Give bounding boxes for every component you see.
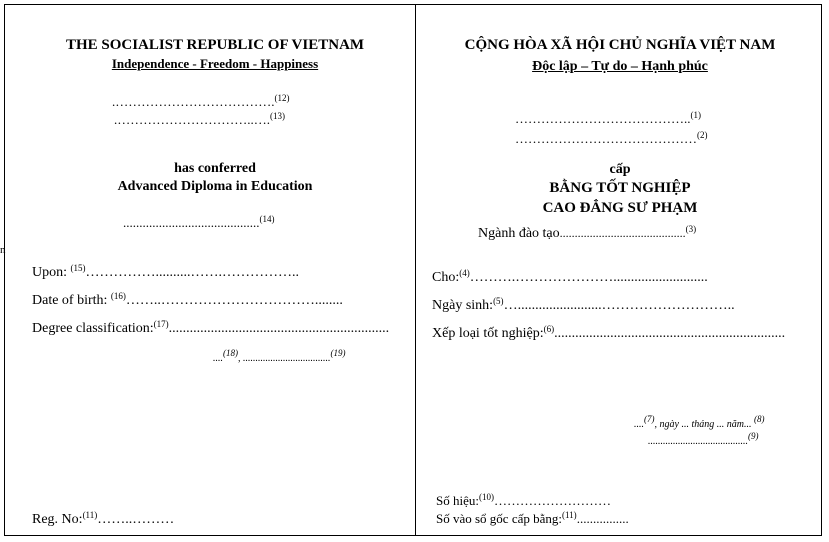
right-header-title: CỘNG HÒA XÃ HỘI CHỦ NGHĨA VIỆT NAM — [464, 37, 776, 53]
right-cap: cấp — [609, 162, 631, 177]
stray-mark: n — [0, 244, 6, 256]
right-book-number: Số vào sổ gốc cấp bằng:$^{(11)}$................ — [436, 510, 629, 526]
left-place-date-line: ....(18), ...................................(19) — [213, 348, 346, 364]
page-divider — [415, 4, 416, 536]
right-dob-field: Ngày sinh:$^{(5)}$…........................……………………….. — [432, 296, 735, 313]
right-line-1: …………………………………..$^{(1)}$ — [515, 110, 701, 126]
left-header-motto: Independence - Freedom - Happiness — [111, 56, 319, 71]
right-signature-line: ........................................(9) — [648, 431, 759, 447]
left-line-13: .…………………………..….$^{(13)}$ — [114, 111, 285, 127]
left-upon-field: Upon: $^{(15)}$……………..........…….…………….. — [32, 263, 299, 280]
left-diploma-title: Advanced Diploma in Education — [117, 179, 313, 194]
left-dob-field: Date of birth: $^{(16)}$……..……………………………........ — [32, 291, 343, 308]
left-reg-no: Reg. No:$^{(11)}$……..……… — [32, 510, 175, 527]
right-major-field: Ngành đào tạo..........................................$^{(3)}$ — [478, 224, 697, 241]
right-header-motto: Độc lập – Tự do – Hạnh phúc — [532, 59, 708, 74]
right-place-date-line: ....(7), ngày ... tháng ... năm... (8) — [634, 414, 765, 430]
right-diploma-line-1: BẰNG TỐT NGHIỆP — [549, 180, 691, 196]
left-classification-field: Degree classification:$^{(17)}$............................................................... — [32, 319, 390, 336]
right-serial-number: Số hiệu:$^{(10)}$……………………… — [436, 492, 611, 508]
left-conferred: has conferred — [174, 161, 256, 176]
right-line-2: ……………………………………$^{(2)}$ — [515, 130, 708, 146]
right-diploma-line-2: CAO ĐẲNG SƯ PHẠM — [542, 200, 698, 216]
left-header-title: THE SOCIALIST REPUBLIC OF VIETNAM — [65, 37, 365, 53]
left-line-14: ..........................................$^{(14)}$ — [123, 214, 275, 230]
left-line-12: .……………………………….$^{(12)}$ — [112, 93, 290, 109]
right-classification-field: Xếp loại tốt nghiệp:$^{(6)}$.................................................................. — [432, 324, 786, 341]
right-for-field: Cho:$^{(4)}$……….…………………........................... — [432, 268, 708, 285]
